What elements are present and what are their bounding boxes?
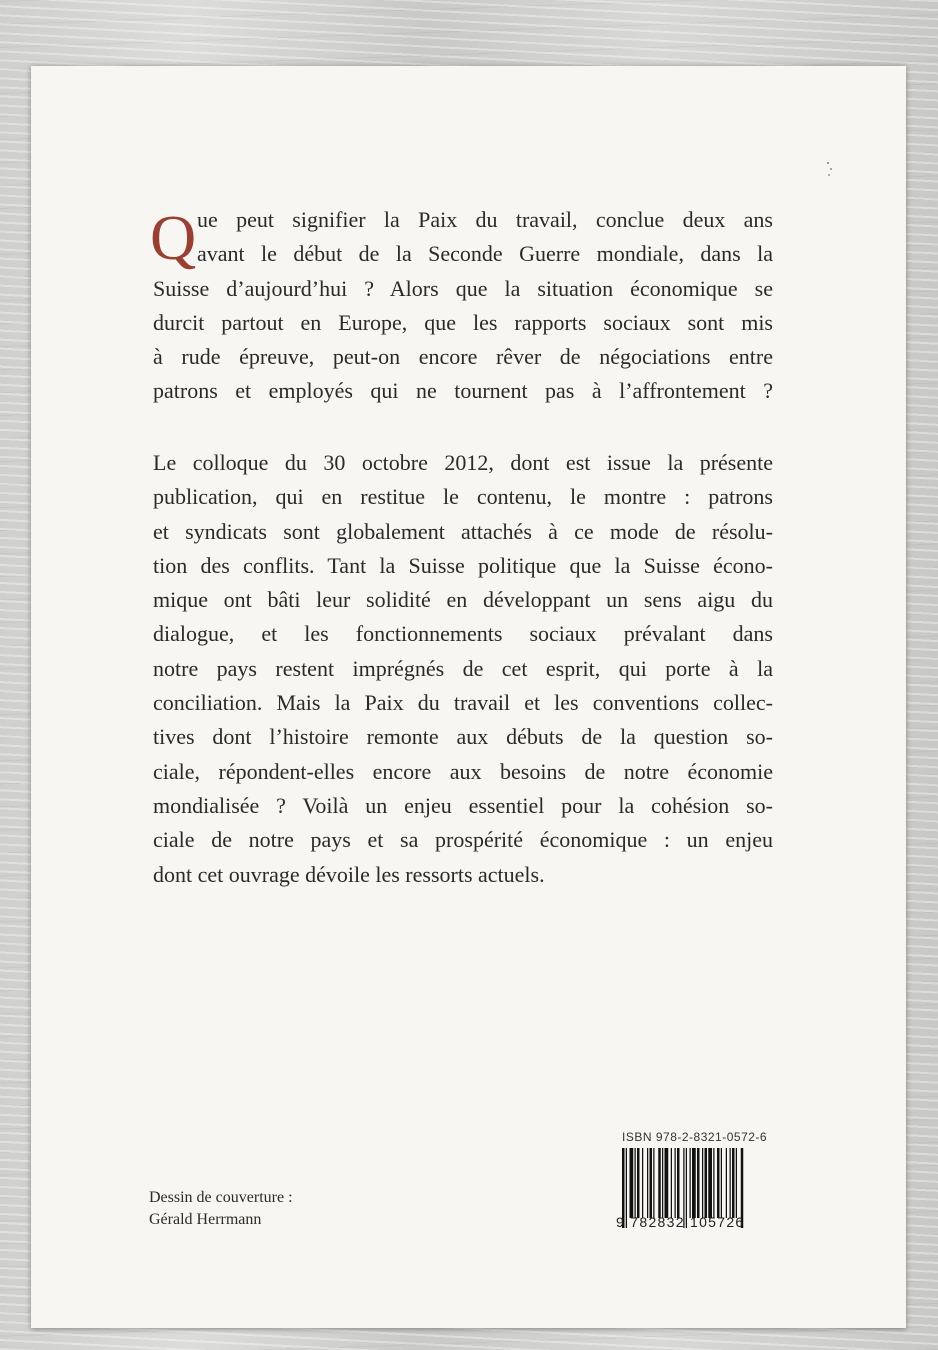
text-line: patrons et employés qui ne tournent pas à l’affrontement ?	[153, 378, 773, 404]
credit-name: Gérald Herrmann	[149, 1211, 262, 1228]
text-line: notre pays restent imprégnés de cet esprit, qui porte à la	[153, 655, 773, 681]
text-line: tives dont l’histoire remonte aux débuts de la question so-	[153, 724, 773, 750]
isbn-block	[616, 1130, 784, 1230]
text-line: publication, qui en restitue le contenu, le montre : patrons	[153, 484, 773, 510]
text-line: Suisse d’aujourd’hui ? Alors que la situation économique se	[153, 275, 773, 301]
text-line: mondialisée ? Voilà un enjeu essentiel pour la cohésion so-	[153, 792, 773, 818]
text-line: durcit partout en Europe, que les rapports sociaux sont mis	[153, 309, 773, 335]
text-line: dont cet ouvrage dévoile les ressorts actuels.	[153, 861, 545, 887]
text-line: et syndicats sont globalement attachés à ce mode de résolu-	[153, 518, 773, 544]
text-line: dialogue, et les fonctionnements sociaux prévalant dans	[153, 621, 773, 647]
cover-credit	[149, 1187, 293, 1231]
barcode-digits: 9 782832 105726	[616, 1214, 745, 1230]
text-line: ciale de notre pays et sa prospérité économique : un enjeu	[153, 827, 773, 853]
paper-speck	[826, 160, 834, 178]
text-line: ciale, répondent-elles encore aux besoins de notre économie	[153, 758, 773, 784]
blurb-paragraph-2	[153, 446, 773, 892]
text-line: avant le début de la Seconde Guerre mondiale, dans la	[197, 241, 773, 267]
isbn-label: ISBN 978-2-8321-0572-6	[622, 1130, 768, 1144]
text-line: tion des conflits. Tant la Suisse politique que la Suisse écono-	[153, 552, 773, 578]
blurb-paragraph-1	[153, 203, 773, 409]
text-line: mique ont bâti leur solidité en développant un sens aigu du	[153, 587, 773, 613]
credit-label: Dessin de couverture :	[149, 1189, 293, 1206]
text-line: à rude épreuve, peut-on encore rêver de négociations entre	[153, 344, 773, 370]
book-back-cover	[31, 66, 906, 1328]
text-line: Le colloque du 30 octobre 2012, dont est issue la présente	[153, 450, 773, 475]
text-line: ue peut signifier la Paix du travail, conclue deux ans	[197, 207, 773, 232]
drop-cap: Q	[150, 202, 197, 273]
text-line: conciliation. Mais la Paix du travail et les conventions collec-	[153, 690, 773, 716]
